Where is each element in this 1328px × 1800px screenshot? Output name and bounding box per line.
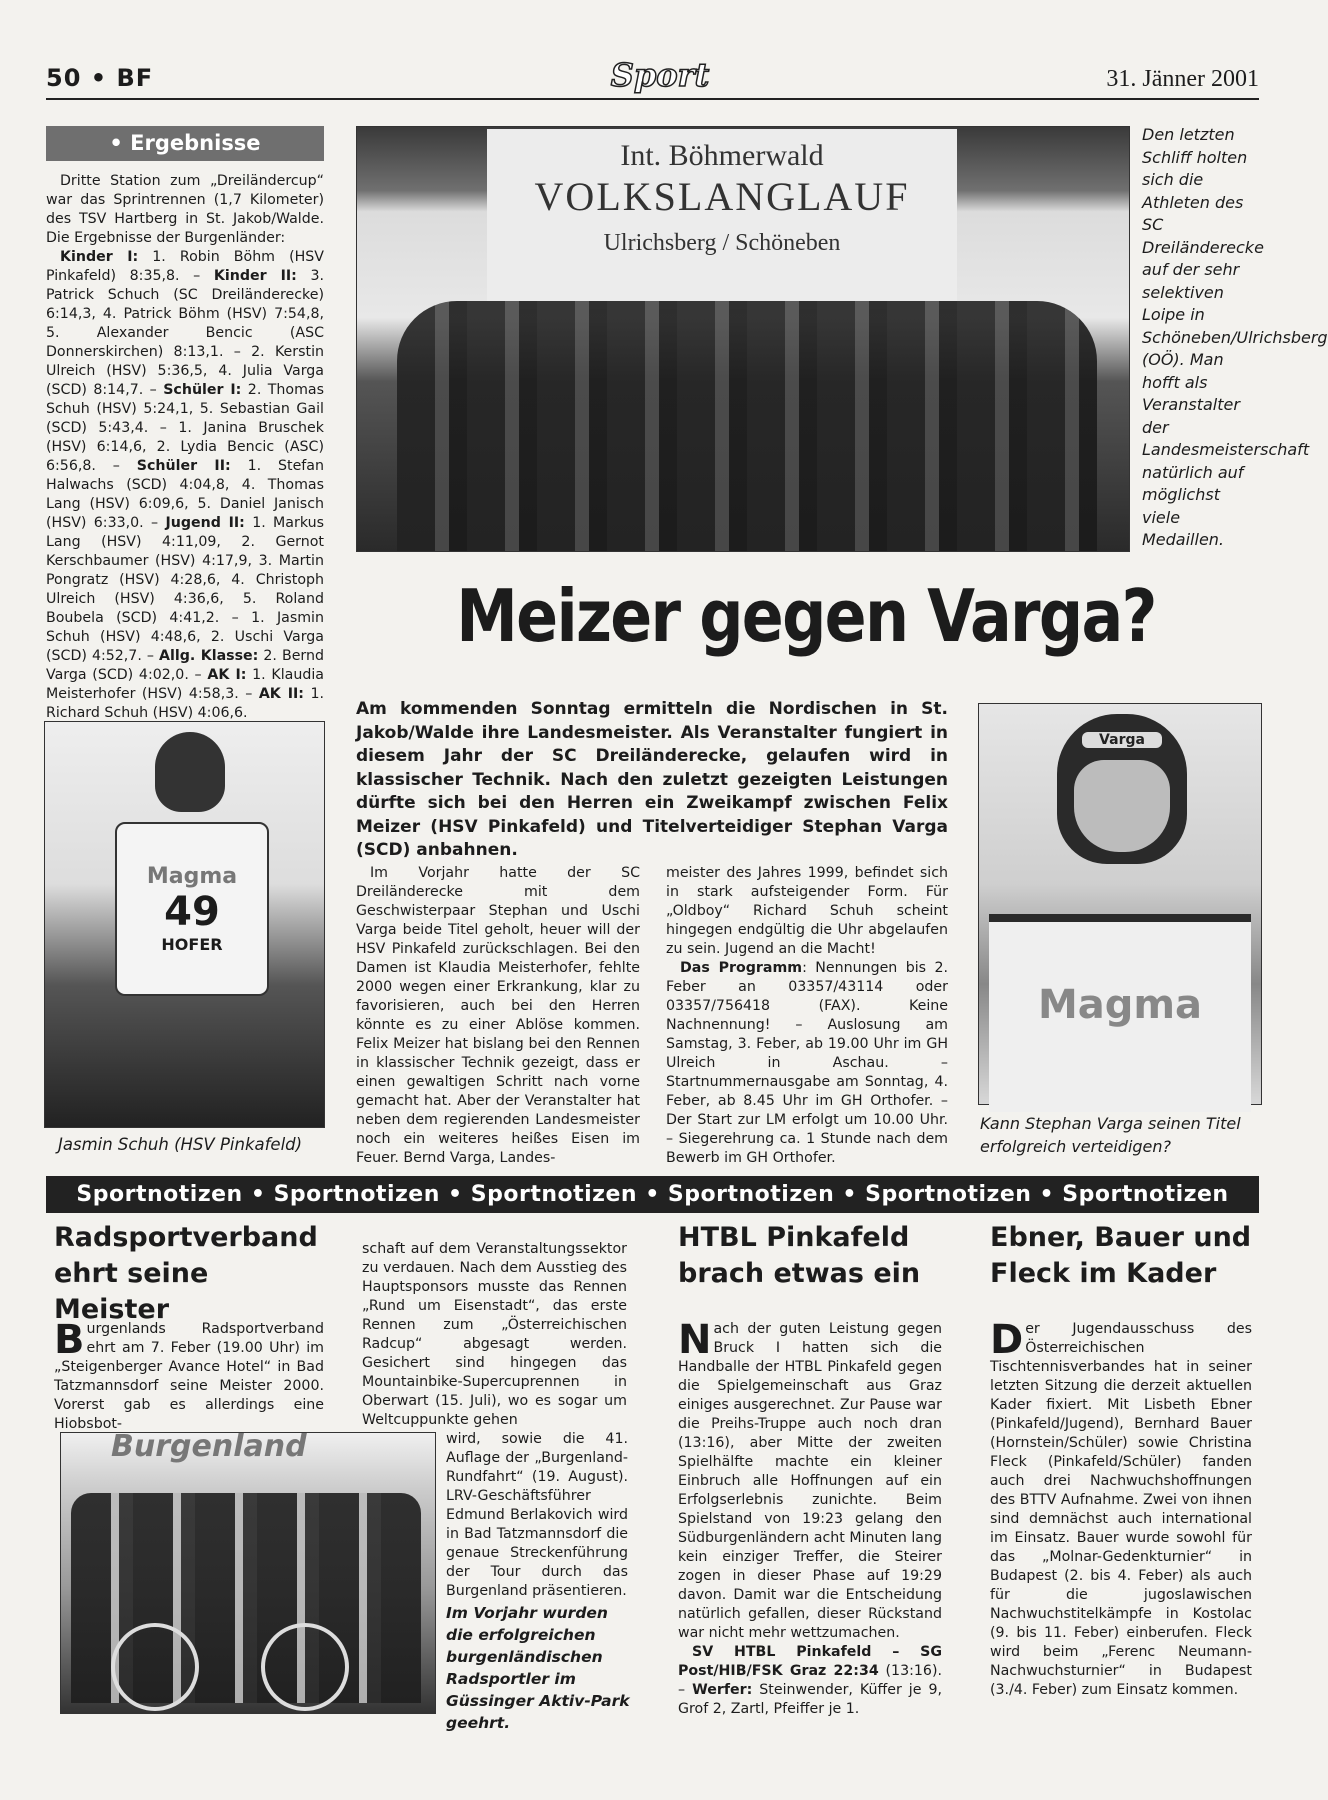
results-category: Allg. Klasse:: [159, 648, 259, 664]
program-label: Das Programm: [680, 960, 803, 976]
results-entry: 1. Markus Lang (HSV) 4:11,09, 2. Gernot Kerschbaumer (HSV) 4:17,9, 3. Martin Pongratz (HSV) 4:28,6, 4. Christoph Ulreich (HSV) 4:36,6, 5. Roland Boubela (SCD) 4:41,2. – 1. Jasmin Schuh (HSV) 4:48,6, 2. Uschi Varga (SCD) 4:52,7. –: [46, 515, 324, 664]
right-photo-caption: Kann Stephan Varga seinen Titel erfolgreich verteidigen?: [980, 1114, 1241, 1156]
results-category: Kinder II:: [213, 268, 297, 284]
section-title: Sport: [610, 56, 710, 94]
results-intro: Dritte Station zum „Dreiländercup“ war das Sprintrennen (1,7 Kilometer) des TSV Hartberg in St. Jakob/Walde. Die Ergebnisse der Burgenländer:: [46, 173, 324, 246]
results-entry: 1. Richard Schuh (HSV) 4:06,6.: [46, 686, 324, 721]
note-3-para: er Jugendausschuss des Österreichischen Tischtennisverbandes hat in seiner letzten Sitzung die derzeit aktuellen Kader fixiert. Mit Lisbeth Ebner (Pinkafeld/Jugend), Bernhard Bauer (Hornstein/Schüler) sowie Christina Fleck (Pinkafeld/Schüler) fanden auch drei Nachwuchshoffnungen des BTTV Aufnahme. Zwei von ihnen sind demnächst auch international im Einsatz. Bauer wurde sowohl für das „Molnar-Gedenkturnier“ in Budapest (2. bis 4. Feber) als auch für die jugoslawischen Nachwuchstitelkämpfe in Kostolac (9. bis 11. Feber) einberufen. Fleck wird beim „Ferenc Neumann-Nachwuchsturnier“ in Budapest (3./4. Feber) zum Einsatz kommen.: [990, 1321, 1252, 1698]
left-photo-caption: Jasmin Schuh (HSV Pinkafeld): [58, 1135, 303, 1154]
results-entry: 1. Klaudia Meisterhofer (HSV) 4:58,3. –: [46, 667, 324, 702]
skier-head: [155, 732, 225, 812]
stephan-varga-photo: [978, 703, 1262, 1105]
cyclists-photo: [60, 1429, 436, 1714]
note-1-text-b: schaft auf dem Veranstaltungssektor zu verdauen. Nach dem Ausstieg des Hauptsponsors musste das Rennen „Rund um Eisenstadt“, das erste Rennen zum „Österreichischen Radcup“ abgesagt werden. Gesichert sind hingegen das Mountainbike-Supercuprennen in Oberwart (15. Juli), wo es sogar um Weltcuppunkte gehen: [362, 1241, 627, 1428]
article-col-2-text-a: meister des Jahres 1999, befindet sich in stark aufsteigender Form. Für „Oldboy“ Richard Schuh scheint hingegen endgültig die Uhr abgelaufen zu sein. Jugend an die Macht!: [666, 865, 948, 957]
article-col-2-text-b: : Nennungen bis 2. Feber an 03357/43114 oder 03357/756418 (FAX). Keine Nachnennung! – Auslosung am Samstag, 3. Feber, ab 19.00 Uhr im GH Ulreich in Aschau. – Startnummernausgabe am Sonntag, 4. Feber, ab 8.45 Uhr im GH Orthofer. – Der Start zur LM erfolgt um 10.00 Uhr. – Siegerehrung ca. 1 Stunde nach dem Bewerb im GH Orthofer.: [666, 960, 948, 1166]
banner-line-3: Ulrichsberg / Schöneben: [603, 230, 841, 256]
drop-cap: B: [54, 1317, 85, 1363]
page-number: 50 • BF: [46, 64, 154, 92]
results-entry: 2. Thomas Schuh (HSV) 5:24,1, 5. Sebastian Gail (SCD) 5:43,4. – 1. Janina Bruschek (HSV) 6:14,6, 2. Lydia Bencic (ASC) 6:56,8. –: [46, 382, 325, 474]
top-photo-caption: Den letzten Schliff holten sich die Athleten des SC Dreiländerecke auf der sehr selektiven Loipe in Schöneben/Ulrichsberg (OÖ). Man hofft als Veranstalter der Landesmeisterschaft natürlich auf möglichst viele Medaillen.: [1142, 125, 1328, 549]
results-category: Jugend II:: [165, 515, 245, 531]
athlete-head: [1057, 714, 1187, 864]
bib-brand: Magma: [146, 864, 238, 889]
drop-cap: N: [678, 1317, 712, 1363]
results-text: [46, 172, 324, 723]
results-category: Schüler I:: [163, 382, 242, 398]
bib-sponsor: HOFER: [161, 935, 223, 954]
banner-line-2: VOLKSLANGLAUF: [534, 174, 910, 219]
bicycle-wheel: [261, 1623, 349, 1711]
article-col-1: [356, 864, 640, 1168]
scorers-label: Werfer:: [692, 1682, 753, 1698]
note-2-text: [678, 1317, 942, 1719]
results-list: [46, 248, 324, 723]
drop-cap: D: [990, 1317, 1024, 1363]
results-category: AK I:: [207, 667, 247, 683]
race-banner: [487, 129, 957, 309]
halftime-score: (13:16). –: [678, 1663, 942, 1698]
note-1-para-1: urgenlands Radsportverband ehrt am 7. Feber (19.00 Uhr) im „Steigenberger Avance Hotel“ in Bad Tatzmannsdorf seine Meister 2000. Vorerst gab es allerdings eine Hiobsbot-: [54, 1321, 324, 1432]
banner-line-1: Int. Böhmerwald: [620, 139, 824, 172]
bib-number: 49: [164, 889, 220, 935]
article-headline: Meizer gegen Varga?: [456, 574, 1156, 658]
team-photo: [356, 126, 1130, 552]
note-3-title: Ebner, Bauer und Fleck im Kader: [990, 1222, 1252, 1289]
burgenland-sign: Burgenland: [111, 1429, 307, 1464]
bib-brand-right: Magma: [1037, 982, 1203, 1028]
results-entry: 2. Bernd Varga (SCD) 4:02,0. –: [46, 648, 325, 683]
race-bib: [115, 822, 269, 996]
results-entries: [46, 248, 324, 723]
jasmin-schuh-photo: [44, 721, 325, 1128]
note-1-text-c: wird, sowie die 41. Auflage der „Burgenland-Rundfahrt“ (19. August). LRV-Geschäftsführer Edmund Berlakovich wird in Bad Tatzmannsdorf die genaue Streckenführung der Tour durch das Burgenland präsentieren.: [446, 1431, 628, 1599]
article-col-2: [666, 864, 948, 1168]
scorers: Steinwender, Küffer je 9, Grof 2, Zartl, Pfeiffer je 1.: [678, 1682, 942, 1717]
note-1-title: Radsportverband ehrt seine Meister: [54, 1222, 318, 1325]
results-entry: 1. Stefan Halwachs (SCD) 4:04,8, 4. Thomas Lang (HSV) 6:09,6, 5. Daniel Janisch (HSV) 6:33,0. –: [46, 458, 324, 531]
note-1-text-a: [54, 1317, 324, 1434]
cyclists-caption: Im Vorjahr wurden die erfolgreichen burgenländischen Radsportler im Güssinger Aktiv-Park geehrt.: [446, 1604, 630, 1732]
results-category: Kinder I:: [60, 249, 139, 265]
bicycle-wheel: [111, 1623, 199, 1711]
athletes-group: [397, 301, 1097, 551]
issue-date: 31. Jänner 2001: [1106, 66, 1259, 92]
results-category: Schüler II:: [136, 458, 231, 474]
athlete-face: [1074, 760, 1170, 852]
note-2-para: ach der guten Leistung gegen Bruck I hatten sich die Handballe der HTBL Pinkafeld gegen die Spielgemeinschaft aus Graz einiges ausgerechnet. Zur Pause war die Preihs-Truppe auch noch dran (13:16), aber Mitte der zweiten Spielhälfte machte ein kleiner Einbruch alle Hoffnungen auf ein Erfolgserlebnis zunichte. Beim Spielstand von 19:23 gelang den Südburgenländern acht Minuten lang kein einziger Treffer, die Steirer zogen in dieser Phase auf 19:29 davon. Damit war die Entscheidung natürlich gefallen, dieser Rückstand war nicht mehr wettzumachen.: [678, 1321, 942, 1641]
results-entry: 1. Robin Böhm (HSV Pinkafeld) 8:35,8. –: [46, 249, 324, 284]
results-entry: 3. Patrick Schuch (SC Dreiländerecke) 6:14,3, 4. Patrick Böhm (HSV) 7:54,8, 5. Alexander Bencic (ASC Donnerskirchen) 8:13,1. – 2. Kerstin Ulreich (HSV) 5:36,5, 4. Julia Varga (SCD) 8:14,7. –: [46, 268, 324, 398]
note-3-text: [990, 1317, 1252, 1700]
note-2-title: HTBL Pinkafeld brach etwas ein: [678, 1222, 921, 1289]
athlete-bib: [989, 914, 1251, 1112]
header-rule: [46, 98, 1259, 100]
match-result: SV HTBL Pinkafeld – SG Post/HIB/FSK Graz 22:34: [678, 1644, 942, 1679]
article-col-1-text: Im Vorjahr hatte der SC Dreiländerecke mit dem Geschwisterpaar Stephan und Uschi Varga beide Titel geholt, heuer will der HSV Pinkafeld zurückschlagen. Bei den Damen ist Klaudia Meisterhofer, fehlte 2000 wegen einer Erkrankung, klar zu favorisieren, auch bei den Herren könnte es zu einer Ablöse kommen. Felix Meizer hat bislang bei den Rennen in klassischer Technik gezeigt, dass er einen gewaltigen Schritt nach vorne gemacht hat. Aber der Veranstalter hat neben dem regierenden Landesmeister noch ein weiteres heißes Eisen im Feuer. Bernd Varga, Landes-: [356, 865, 640, 1166]
cap-text: Varga: [1082, 732, 1162, 748]
results-heading: • Ergebnisse: [46, 126, 324, 161]
sportnotizen-bar: Sportnotizen • Sportnotizen • Sportnotizen • Sportnotizen • Sportnotizen • Sportnotizen: [46, 1176, 1259, 1213]
article-lead: Am kommenden Sonntag ermitteln die Nordischen in St. Jakob/Walde ihre Landesmeister. Als Veranstalter fungiert in diesem Jahr der SC Dreiländerecke, gelaufen wird in klassischer Technik. Nach den zuletzt gezeigten Leistungen dürfte sich bei den Herren ein Zweikampf zwischen Felix Meizer (HSV Pinkafeld) und Titelverteidiger Stephan Varga (SCD) anbahnen.: [356, 699, 948, 860]
results-category: AK II:: [258, 686, 304, 702]
